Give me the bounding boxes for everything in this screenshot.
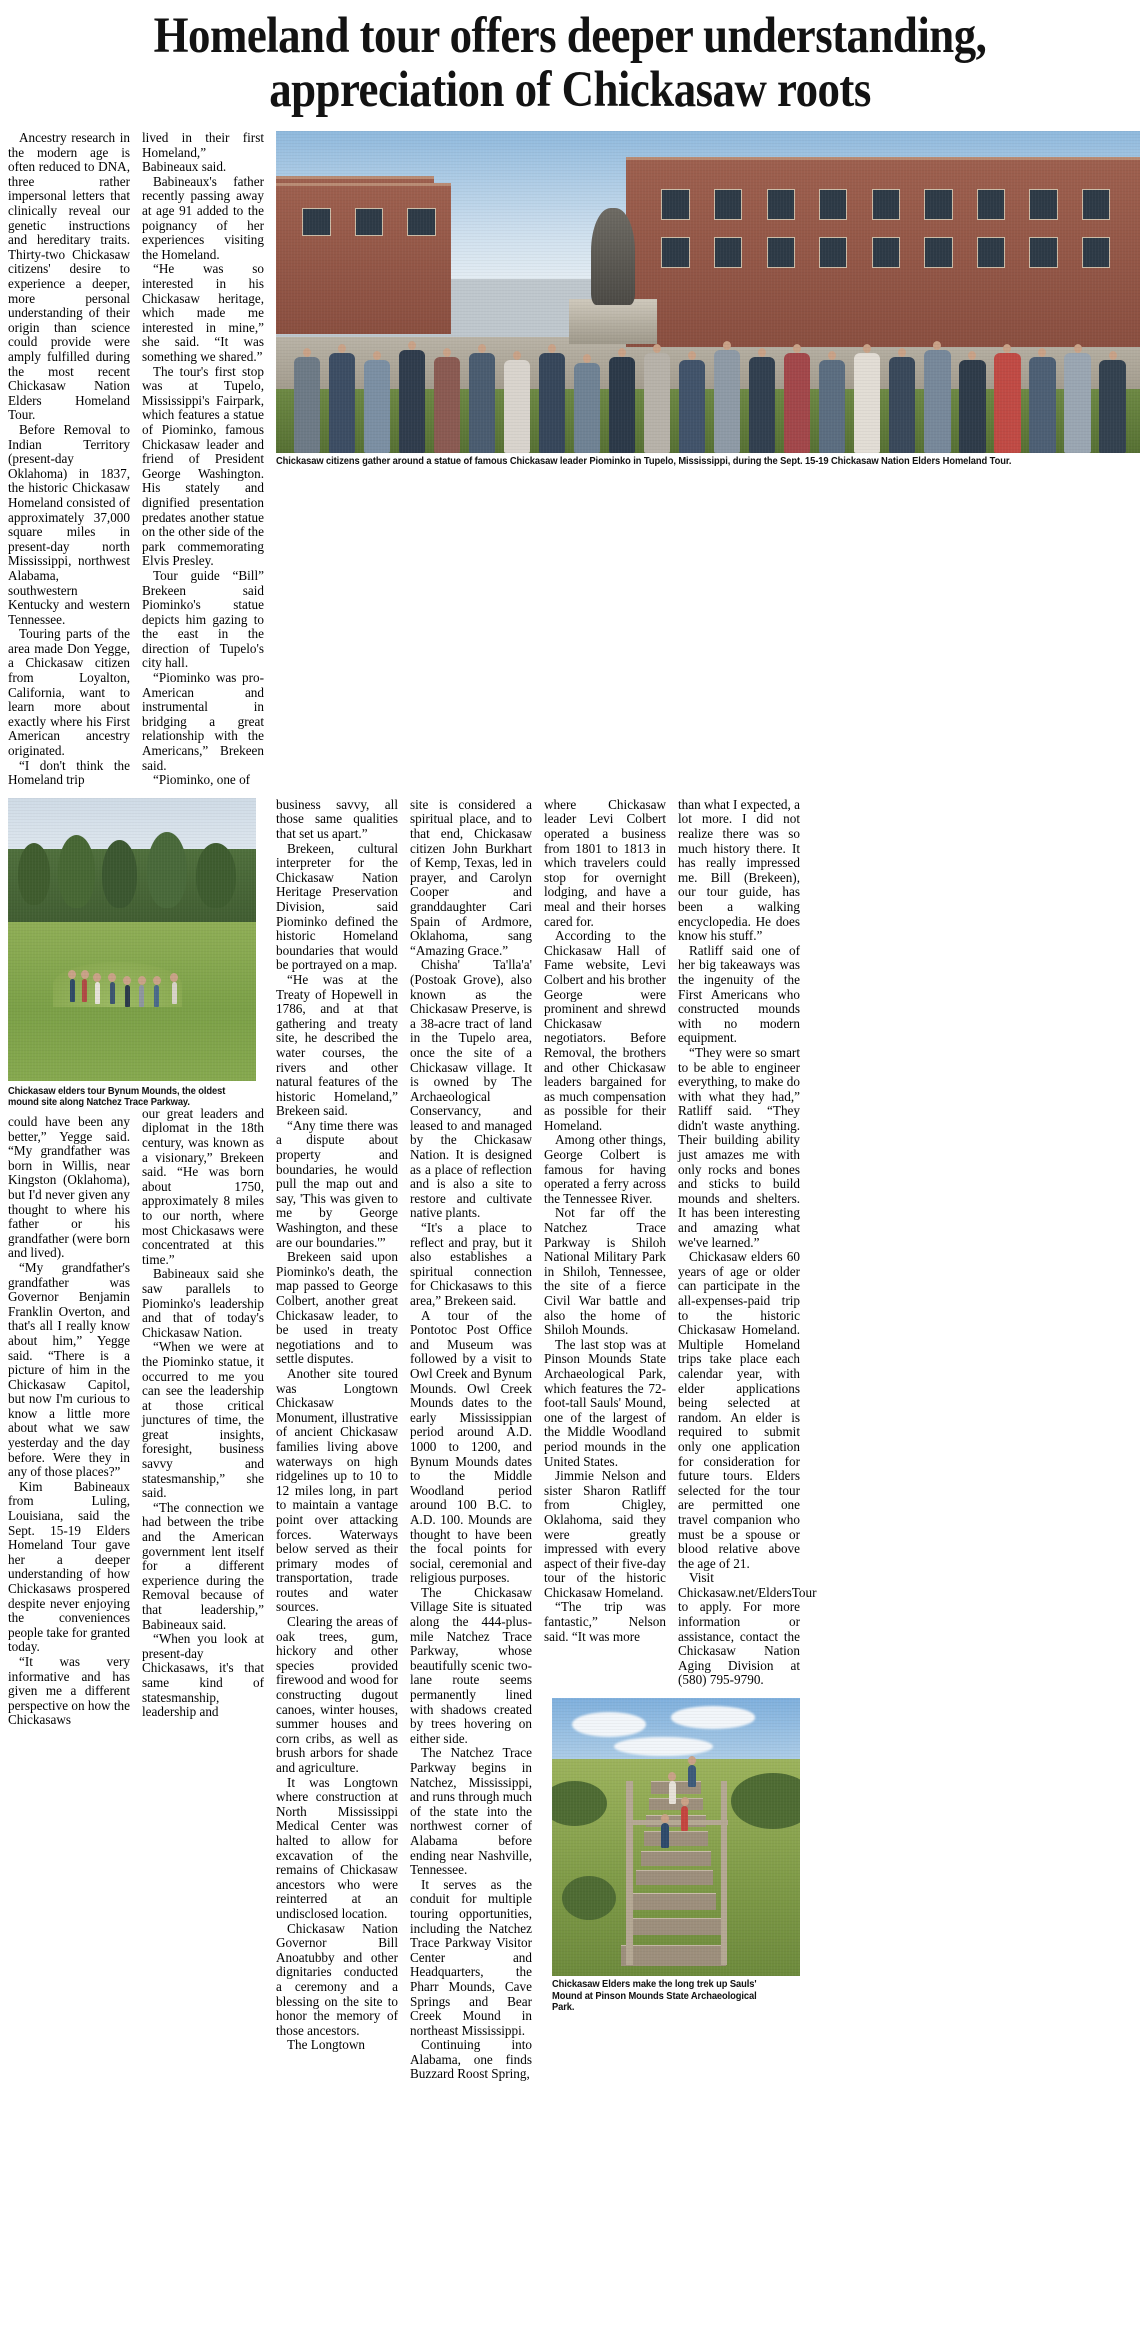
paragraph: Another site toured was Longtown Chickasaw Monument, illustrative of ancient Chickasaw families living above waterways on high ridgelines up to 10 to 12 miles long, in part to maintain a vantage point over attacking forces. Waterways below served as their primary modes of transportation, trade routes and water sources. xyxy=(276,1365,398,1615)
headline-line-2: appreciation of Chickasaw roots xyxy=(269,61,871,118)
paragraph: According to the Chickasaw Hall of Fame website, Levi Colbert and his brother George were prominent and shrewd Chickasaw negotiators. Before Removal, the brothers and other Chickasaw leaders bargained for as much compensation as possible for their Homeland. xyxy=(544,928,666,1133)
paragraph: “The trip was fantastic,” Nelson said. “It was more xyxy=(544,1599,666,1644)
paragraph: Clearing the areas of oak trees, gum, hickory and other species provided firewood and wood for constructing dugout canoes, winter houses, summer houses and corn cribs, as well as brush arbors for shade and agriculture. xyxy=(276,1614,398,1775)
paragraph: Among other things, George Colbert is famous for having operated a ferry across the Tennessee River. xyxy=(544,1132,666,1206)
paragraph: site is considered a spiritual place, and to that end, Chickasaw citizen John Burkhart of Kemp, Texas, led in prayer, and Carolyn Cooper and granddaughter Cari Spain of Ardmore, Oklahoma, sang “Amazing Grace.” xyxy=(410,796,532,958)
paragraph: lived in their first Homeland,” Babineaux said. xyxy=(142,130,264,175)
sauls-photo-caption: Chickasaw Elders make the long trek up Sauls' Mound at Pinson Mounds State Archaeological Park. xyxy=(552,1979,757,2014)
column-3-middle xyxy=(276,798,398,2053)
paragraph: Kim Babineaux from Luling, Louisiana, said the Sept. 15-19 Elders Homeland Tour gave her a deeper understanding of how Chickasaws prospered despite never enjoying the conveniences people take for granted today. xyxy=(8,1478,130,1655)
paragraph: Brekeen, cultural interpreter for the Chickasaw Nation Heritage Preservation Division, said Piominko defined the historic Homeland boundaries that would be portrayed on a map. xyxy=(276,840,398,973)
paragraph: “It's a place to reflect and pray, but it also establishes a spiritual connection for Chickasaws to this area,” Brekeen said. xyxy=(410,1220,532,1308)
paragraph: Continuing into Alabama, one finds Buzzard Roost Spring, xyxy=(410,2037,532,2082)
paragraph: It serves as the conduit for multiple touring opportunities, including the Natchez Trace Parkway Visitor Center and Headquarters, the Pharr Mounds, Cave Springs and Bear Creek Mound in northeast Mississippi. xyxy=(410,1876,532,2038)
paragraph: “The connection we had between the tribe and the American government lent itself for a different experience during the Removal because of that leadership,” Babineaux said. xyxy=(142,1499,264,1632)
column-4-middle xyxy=(410,798,532,2082)
paragraph: business savvy, all those same qualities that set us apart.” xyxy=(276,796,398,841)
paragraph: It was Longtown where construction at North Mississippi Medical Center was halted to allow for excavation of the remains of Chickasaw ancestors who were reinterred at an undisclosed location. xyxy=(276,1774,398,1921)
paragraph: Chickasaw Nation Governor Bill Anoatubby and other dignitaries conducted a ceremony and a blessing on the site to honor the memory of those ancestors. xyxy=(276,1920,398,2038)
paragraph: The Natchez Trace Parkway begins in Natchez, Mississippi, and runs through much of the state into the northwest corner of Alabama before ending near Nashville, Tennessee. xyxy=(410,1745,532,1878)
paragraph: “When we were at the Piominko statue, it occurred to me you can see the leadership at those critical junctures of time, the great insights, foresight, business savvy and statesmanship,” she said. xyxy=(142,1339,264,1501)
paragraph: Chickasaw elders 60 years of age or older can participate in the all-expenses-paid trip to the historic Chickasaw Homeland. Multiple Homeland trips take place each calendar year, with elder applications being selected at random. An elder is required to submit only one application for consideration for future tours. Elders selected for the tour are permitted one travel companion who must be a spouse or blood relative above the age of 21. xyxy=(678,1249,800,1571)
paragraph: Visit Chickasaw.net/EldersTour to apply. For more information or assistance, contact the Chickasaw Nation Aging Division at (580) 795-9790. xyxy=(678,1570,817,1688)
paragraph: Tour guide “Bill” Brekeen said Piominko's statue depicts him gazing to the east in the direction of Tupelo's city hall. xyxy=(142,567,264,671)
paragraph: could have been any better,” Yegge said. “My grandfather was born in Willis, near Kingston (Oklahoma), but I'd never given any thought to where his father or his grandfather (were born and lived). xyxy=(8,1114,130,1261)
paragraph: “Any time there was a dispute about property and boundaries, he would pull the map out and say, 'This was given to me by George Washington, and these are our boundaries.'” xyxy=(276,1117,398,1250)
paragraph: than what I expected, a lot more. I did not realize there was so much history there. It has really impressed me. Bill (Brekeen), our tour guide, has been a walking encyclopedia. He does know his stuff.” xyxy=(678,796,800,944)
paragraph: Touring parts of the area made Don Yegge, a Chickasaw citizen from Loyalton, California, want to learn more about exactly where his First American ancestry originated. xyxy=(8,626,130,759)
headline-line-1: Homeland tour offers deeper understanding, xyxy=(153,8,987,64)
paragraph: The last stop was at Pinson Mounds State Archaeological Park, which features the 72-foot-tall Sauls' Mound, one of the largest of the Middle Woodland period mounds in the United States. xyxy=(544,1336,666,1469)
paragraph: The Longtown xyxy=(287,2037,366,2053)
paragraph: our great leaders and diplomat in the 18th century, was known as a visionary,” Brekeen said. “He was born about 1750, approximately 8 miles to our north, where most Chickasaws were concentrated at this time.” xyxy=(142,1105,264,1267)
paragraph: Jimmie Nelson and sister Sharon Ratliff from Chigley, Oklahoma, said they were greatly impressed with every aspect of their five-day tour of the historic Chickasaw Homeland. xyxy=(544,1468,666,1600)
paragraph: where Chickasaw leader Levi Colbert operated a business from 1801 to 1813 in which travelers could stop for overnight lodging, and have a meal and their horses cared for. xyxy=(544,796,666,929)
chickasaw-citizens-statue-photo xyxy=(276,131,1140,453)
paragraph: “Piominko, one of xyxy=(153,772,251,788)
hero-photo-block xyxy=(276,131,1140,468)
paragraph: Chisha' Ta'lla'a' (Postoak Grove), also known as the Chickasaw Preserve, is a 38-acre tract of land in the Tupelo area, once the site of a Chickasaw village. It is owned by The Archaeological Conservancy, and leased to and managed by the Chickasaw Nation. It is designed as a place of reflection and is also a site to restore and cultivate native plants. xyxy=(410,957,532,1221)
paragraph: The tour's first stop was at Tupelo, Mississippi's Fairpark, which features a statue of Piominko, famous Chickasaw leader and friend of President George Washington. His stately and dignified presentation predates another statue on the other side of the park commemorating Elvis Presley. xyxy=(142,363,264,569)
hero-photo-caption: Chickasaw citizens gather around a statue of famous Chickasaw leader Piominko in Tupelo, Mississippi, during the Sept. 15-19 Chickasaw Nation Elders Homeland Tour. xyxy=(276,456,1012,468)
paragraph: The Chickasaw Village Site is situated along the 444-plus-mile Natchez Trace Parkway, whose beautifully scenic two-lane route seems permanently lined with shadows created by trees hovering on either side. xyxy=(410,1584,532,1746)
paragraph: Before Removal to Indian Territory (present-day Oklahoma) in 1837, the historic Chickasaw Homeland consisted of approximately 37,000 square miles in present-day north Mississippi, northwest Alabama, southwestern Kentucky and western Tennessee. xyxy=(8,421,130,627)
sauls-mound-photo xyxy=(552,1698,800,1976)
paragraph: Babineaux's father recently passing away at age 91 added to the poignancy of her experiences visiting the Homeland. xyxy=(142,173,264,262)
middle-section xyxy=(8,798,1132,2082)
paragraph: “He was so interested in his Chickasaw heritage, which made me interested in mine,” she said. “It was something we shared.” xyxy=(142,261,264,364)
paragraph: Babineaux said she saw parallels to Piominko's leadership and that of today's Chickasaw Nation. xyxy=(142,1266,264,1340)
paragraph: Ratliff said one of her big takeaways was the ingenuity of the First Americans who constructed mounds with no modern equipment. xyxy=(678,942,800,1046)
paragraph: A tour of the Pontotoc Post Office and Museum was followed by a visit to Owl Creek and Bynum Mounds. Owl Creek Mounds dates to the early Mississippian period around A.D. 1000 to 1200, and Bynum Mounds dates to the Middle Woodland period around 100 B.C. to A.D. 100. Mounds are thought to have been the focal points for social, ceremonial and religious purposes. xyxy=(410,1307,532,1586)
paragraph: Ancestry research in the modern age is often reduced to DNA, three rather impersonal letters that clinically reveal our genetic instructions and hereditary traits. Thirty-two Chickasaw citizens' desire to experience a deeper, more personal understanding of their origin than science could provide were amply fulfilled during the most recent Chickasaw Nation Elders Homeland Tour. xyxy=(8,130,130,423)
paragraph: “I don't think the Homeland trip xyxy=(8,757,130,788)
paragraph: “He was at the Treaty of Hopewell in 1786, and at that gathering and treaty site, he described the water courses, the rivers and other natural features of the historic Homeland,” Brekeen said. xyxy=(276,971,398,1119)
bynum-mounds-photo xyxy=(8,798,256,1081)
paragraph: “When you look at present-day Chickasaws, it's that same kind of statesmanship, leadership and xyxy=(142,1631,264,1720)
bynum-photo-caption: Chickasaw elders tour Bynum Mounds, the oldest mound site along Natchez Trace Parkway. xyxy=(8,1085,226,1109)
paragraph: “It was very informative and has given me a different perspective on how the Chickasaws xyxy=(8,1653,130,1728)
paragraph: Not far off the Natchez Trace Parkway is Shiloh National Military Park in Shiloh, Tennessee, the site of a fierce Civil War battle and also the home of Shiloh Mounds. xyxy=(544,1205,666,1338)
column-1-top xyxy=(8,131,130,788)
paragraph: “My grandfather's grandfather was Governor Benjamin Franklin Overton, and that's all I really know about him,” Yegge said. “There is a picture of him in the Chickasaw Capitol, but now I'm curious to know a little more about what we saw yesterday and the day before. Were they in any of those places?” xyxy=(8,1259,130,1480)
paragraph: Brekeen said upon Piominko's death, the map passed to George Colbert, another great Chickasaw leader, to be used in treaty negotiations and to settle disputes. xyxy=(276,1249,398,1367)
top-section xyxy=(8,131,1132,788)
paragraph: “They were so smart to be able to engineer everything, to make do with what they had,” Ratliff said. “They didn't waste anything. Their building ability just amazes me with only rocks and bones and sticks to build mounds and shelters. It has been interesting and amazing what we've learned.” xyxy=(678,1044,800,1250)
column-5-middle xyxy=(544,798,666,1644)
column-2-top xyxy=(142,131,264,788)
paragraph: “Piominko was pro-American and instrumental in bridging a great relationship with the Americans,” Brekeen said. xyxy=(142,670,264,773)
page-title xyxy=(75,0,1064,117)
